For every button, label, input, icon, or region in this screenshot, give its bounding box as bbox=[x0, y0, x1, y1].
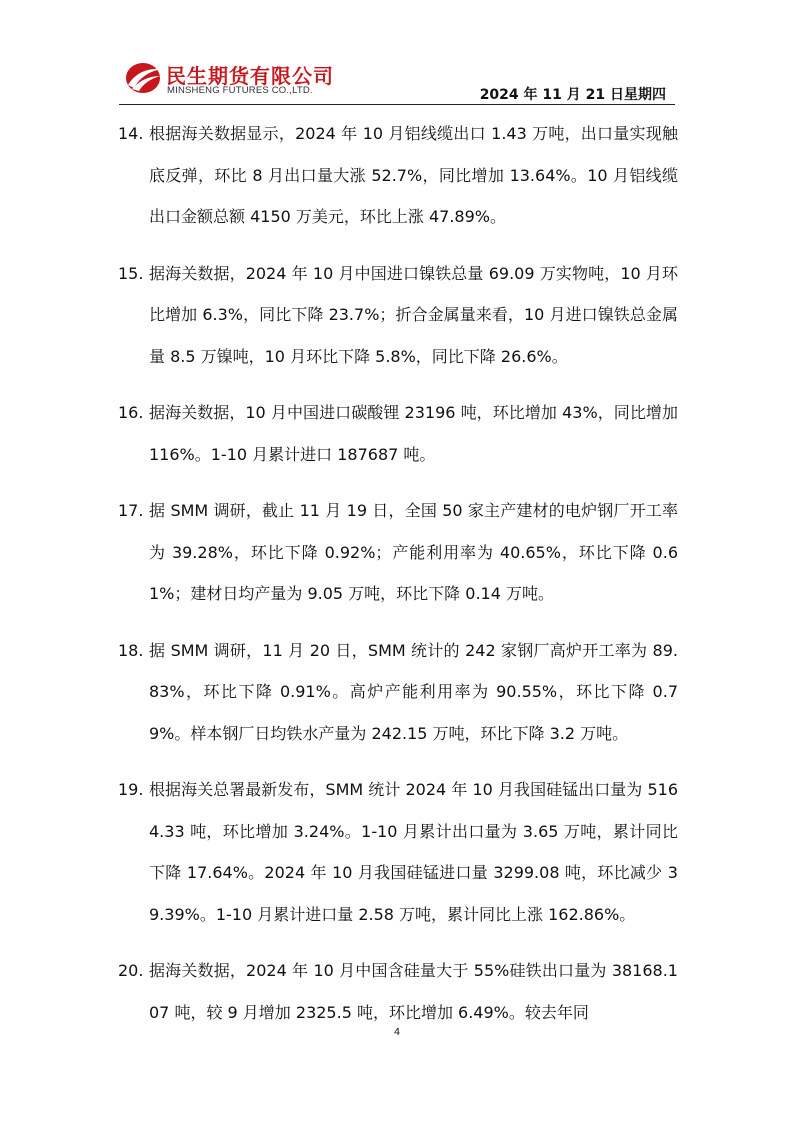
header-divider bbox=[119, 104, 675, 105]
company-name-cn: 民生期货有限公司 bbox=[166, 64, 334, 88]
item-number: 17. bbox=[118, 501, 144, 520]
news-item-19 bbox=[118, 769, 678, 935]
company-logo bbox=[124, 58, 364, 102]
item-text: 根据海关总署最新发布，SMM 统计 2024 年 10 月我国硅锰出口量为 5164.33 吨，环比增加 3.24%。1-10 月累计出口量为 3.65 万吨，累计同比下降 17.64%。2024 年 10 月我国硅锰进口量 3299.08 吨，环比减少 39.39%。1-10 月累计进口量 2.58 万吨，累计同比上涨 162.86%。 bbox=[149, 780, 678, 924]
item-text: 据海关数据，10 月中国进口碳酸锂 23196 吨，环比增加 43%，同比增加 116%。1-10 月累计进口 187687 吨。 bbox=[149, 403, 678, 464]
news-item-18 bbox=[118, 630, 678, 755]
item-number: 16. bbox=[118, 403, 144, 422]
item-number: 15. bbox=[118, 263, 144, 283]
news-item-16 bbox=[118, 392, 678, 475]
item-text: 根据海关数据显示，2024 年 10 月铝线缆出口 1.43 万吨，出口量实现触底反弹，环比 8 月出口量大涨 52.7%，同比增加 13.64%。10 月铝线缆出口金额总额 4150 万美元，环比上涨 47.89%。 bbox=[149, 124, 678, 226]
item-number: 20. bbox=[118, 961, 144, 980]
item-text: 据 SMM 调研，11 月 20 日，SMM 统计的 242 家钢厂高炉开工率为 89.83%，环比下降 0.91%。高炉产能利用率为 90.55%，环比下降 0.79%。样本钢厂日均铁水产量为 242.15 万吨，环比下降 3.2 万吨。 bbox=[149, 640, 678, 743]
item-number: 18. bbox=[118, 640, 144, 660]
item-text: 据 SMM 调研，截止 11 月 19 日，全国 50 家主产建材的电炉钢厂开工率为 39.28%，环比下降 0.92%；产能利用率为 40.65%，环比下降 0.61%；建材日均产量为 9.05 万吨，环比下降 0.14 万吨。 bbox=[149, 501, 678, 603]
news-item-14 bbox=[118, 113, 678, 238]
item-number: 19. bbox=[118, 780, 144, 799]
page-number: 4 bbox=[393, 1027, 401, 1038]
item-text: 据海关数据，2024 年 10 月中国进口镍铁总量 69.09 万实物吨，10 月环比增加 6.3%，同比下降 23.7%；折合金属量来看，10 月进口镍铁总金属量 8.5 万镍吨，10 月环比下降 5.8%，同比下降 26.6%。 bbox=[149, 263, 678, 366]
news-item-15 bbox=[118, 253, 678, 378]
item-text: 据海关数据，2024 年 10 月中国含硅量大于 55%硅铁出口量为 38168.107 吨，较 9 月增加 2325.5 吨，环比增加 6.49%。较去年同 bbox=[149, 961, 678, 1022]
report-date: 2024 年 11 月 21 日星期四 bbox=[479, 87, 666, 103]
minsheng-logo-icon bbox=[124, 58, 164, 98]
news-item-17 bbox=[118, 490, 678, 615]
news-item-20 bbox=[118, 950, 678, 1033]
page-header bbox=[0, 0, 794, 110]
company-name-en: MINSHENG FUTURES CO.,LTD. bbox=[167, 85, 313, 96]
news-list bbox=[118, 113, 678, 1048]
item-number: 14. bbox=[118, 124, 144, 143]
